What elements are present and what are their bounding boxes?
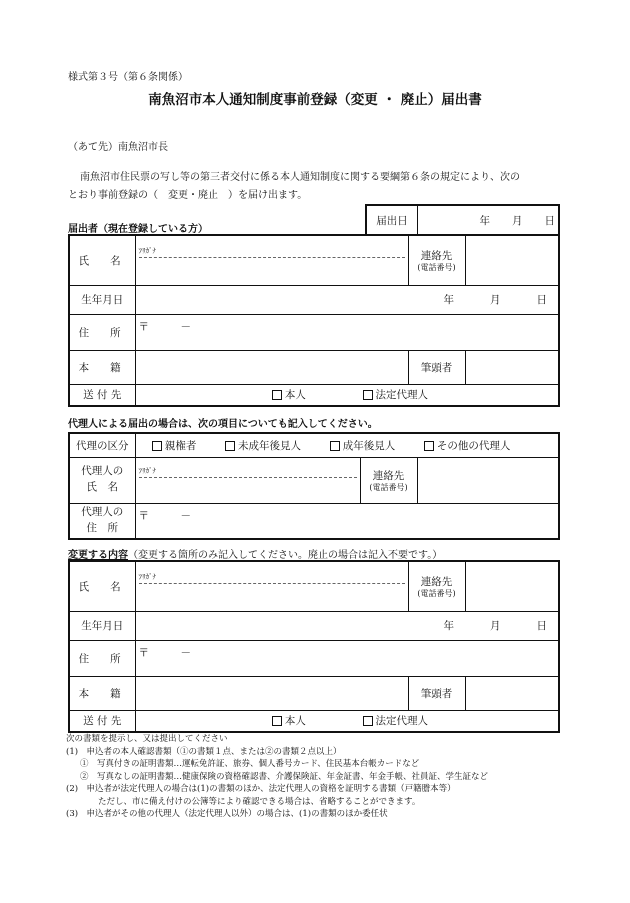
dob-label: 生年月日 (69, 285, 135, 314)
dob-field[interactable]: 年 月 日 (135, 285, 559, 314)
checkbox-icon (272, 716, 282, 726)
proxy-parent-checkbox[interactable]: 親権者 (152, 440, 197, 452)
submission-date-row (365, 204, 560, 235)
send-to-options (135, 384, 559, 406)
contact-label: 連絡先 (電話番号) (408, 235, 465, 285)
section3-heading: 変更する内容 (68, 550, 128, 561)
new-dob-field[interactable]: 年 月 日 (135, 611, 559, 640)
proxy-address-label: 代理人の 住 所 (69, 503, 135, 539)
checkbox-icon (272, 390, 282, 400)
new-contact-label: 連絡先 (電話番号) (408, 561, 465, 611)
section3-heading-row (68, 546, 442, 561)
note-1-a: ① 写真付きの証明書類…運転免許証、旅券、個人番号カード、住民基本台帳カードなど (80, 759, 420, 769)
checkbox-icon (330, 441, 340, 451)
contact-field[interactable] (465, 235, 559, 285)
proxy-type-options (135, 433, 559, 457)
name-label: 氏 名 (69, 235, 135, 285)
new-send-self-checkbox[interactable]: 本人 (272, 715, 306, 727)
address-field[interactable]: 〒 － (135, 314, 559, 350)
proxy-contact-label: 連絡先 (電話番号) (360, 457, 417, 503)
address-label: 住 所 (69, 314, 135, 350)
section1-heading: 届出者（現在登録している方） (68, 224, 208, 235)
name-field[interactable]: ﾌﾘｶﾞﾅ (135, 235, 408, 285)
checkbox-icon (225, 441, 235, 451)
notes-intro: 次の書類を提示し、又は提出してください (66, 734, 228, 744)
addressee: （あて先）南魚沼市長 (68, 142, 168, 153)
note-1: (1) 申込者の本人確認書類（①の書類１点、または②の書類２点以上） (66, 746, 342, 757)
new-name-label: 氏 名 (69, 561, 135, 611)
new-household-head-field[interactable] (465, 676, 559, 710)
proxy-contact-field[interactable] (417, 457, 559, 503)
page-title: 南魚沼市本人通知制度事前登録（変更 ・ 廃止）届出書 (148, 92, 482, 108)
intro-line-1: 南魚沼市住民票の写し等の第三者交付に係る本人通知制度に関する要綱第６条の規定により、次の (80, 172, 520, 183)
checkbox-icon (424, 441, 434, 451)
section2-table (68, 432, 560, 540)
note-1-b: ② 写真なしの証明書類…健康保険の資格確認書、介護保険証、年金証書、年金手帳、社員証、学生証など (80, 771, 489, 782)
submission-date-field[interactable]: 年 月 日 (479, 215, 555, 227)
proxy-minor-guardian-checkbox[interactable]: 未成年後見人 (225, 440, 301, 452)
checkbox-icon (363, 716, 373, 726)
honseki-label: 本 籍 (69, 350, 135, 384)
proxy-name-field[interactable]: ﾌﾘｶﾞﾅ (135, 457, 360, 503)
send-self-checkbox[interactable]: 本人 (272, 389, 306, 401)
new-household-head-label: 筆頭者 (408, 676, 465, 710)
checkbox-icon (152, 441, 162, 451)
intro-line-2: とおり事前登録の（ 変更・廃止 ）を届け出ます。 (68, 190, 308, 201)
household-head-label: 筆頭者 (408, 350, 465, 384)
section2-heading: 代理人による届出の場合は、次の項目についても記入してください。 (68, 419, 378, 430)
form-number: 様式第３号（第６条関係） (68, 72, 188, 83)
note-2: (2) 申込者が法定代理人の場合は(1)の書類のほか、法定代理人の資格を証明する書類（戸籍謄本等） (66, 784, 456, 794)
section3-note: （変更する箇所のみ記入してください。廃止の場合は記入不要です。） (128, 550, 443, 561)
checkbox-icon (363, 390, 373, 400)
new-send-to-options (135, 710, 559, 732)
send-legal-rep-checkbox[interactable]: 法定代理人 (363, 389, 429, 401)
note-3: (3) 申込者がその他の代理人（法定代理人以外）の場合は、(1)の書類のほか委任状 (66, 809, 388, 819)
new-honseki-field[interactable] (135, 676, 408, 710)
proxy-name-label: 代理人の 氏 名 (69, 457, 135, 503)
new-send-to-label: 送 付 先 (69, 710, 135, 732)
proxy-type-label: 代理の区分 (69, 433, 135, 457)
new-contact-field[interactable] (465, 561, 559, 611)
submission-date-label: 届出日 (366, 205, 418, 235)
section3-table (68, 560, 560, 733)
new-address-label: 住 所 (69, 640, 135, 676)
new-name-field[interactable]: ﾌﾘｶﾞﾅ (135, 561, 408, 611)
section1-table (68, 234, 560, 407)
proxy-address-field[interactable]: 〒 － (135, 503, 559, 539)
household-head-field[interactable] (465, 350, 559, 384)
proxy-other-checkbox[interactable]: その他の代理人 (424, 440, 511, 452)
new-address-field[interactable]: 〒 － (135, 640, 559, 676)
honseki-field[interactable] (135, 350, 408, 384)
notes-block (66, 733, 596, 821)
note-2-detail: ただし、市に備え付けの公簿等により確認できる場合は、省略することができます。 (98, 796, 421, 807)
send-to-label: 送 付 先 (69, 384, 135, 406)
new-dob-label: 生年月日 (69, 611, 135, 640)
new-send-legal-rep-checkbox[interactable]: 法定代理人 (363, 715, 429, 727)
proxy-adult-guardian-checkbox[interactable]: 成年後見人 (330, 440, 396, 452)
new-honseki-label: 本 籍 (69, 676, 135, 710)
